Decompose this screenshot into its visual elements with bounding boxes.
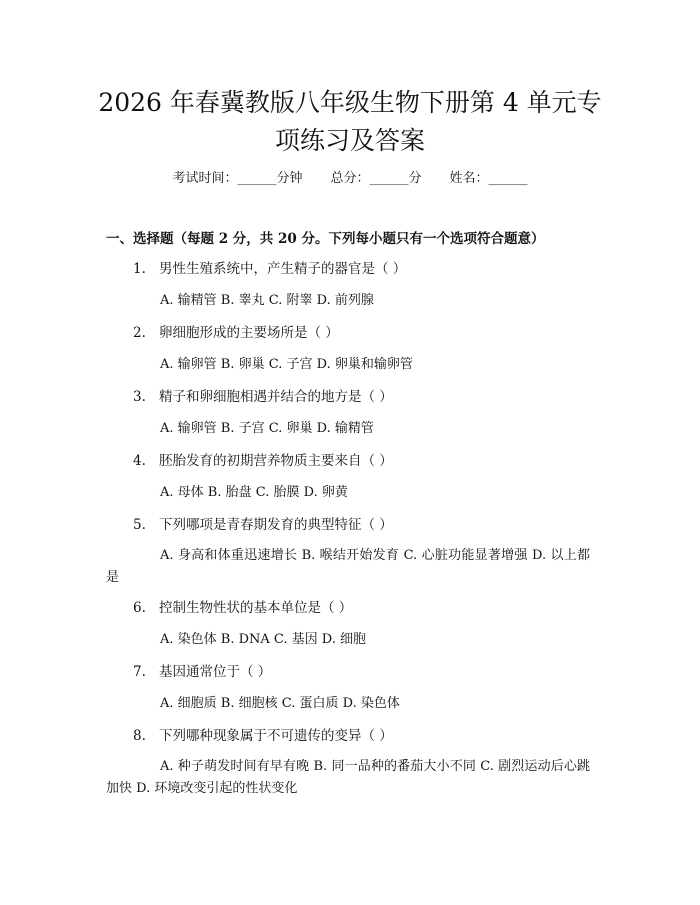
question-text: 精子和卵细胞相遇并结合的地方是（ ） bbox=[159, 389, 393, 405]
question-number: 7. bbox=[133, 664, 146, 680]
question-4 bbox=[133, 452, 393, 470]
question-2 bbox=[133, 324, 339, 342]
exam-meta bbox=[0, 170, 700, 188]
question-4-options: A. 母体 B. 胎盘 C. 胎膜 D. 卵黄 bbox=[160, 485, 348, 500]
exam-time-field: 考试时间：______分钟 bbox=[172, 171, 303, 186]
question-7 bbox=[133, 663, 271, 681]
question-8 bbox=[133, 727, 393, 745]
question-3-options: A. 输卵管 B. 子宫 C. 卵巢 D. 输精管 bbox=[160, 421, 374, 436]
question-5 bbox=[133, 516, 393, 534]
question-number: 5. bbox=[133, 517, 146, 533]
question-number: 1. bbox=[133, 261, 146, 277]
student-name-field: 姓名：______ bbox=[449, 171, 528, 186]
question-number: 6. bbox=[133, 600, 146, 616]
question-1-options: A. 输精管 B. 睾丸 C. 附睾 D. 前列腺 bbox=[160, 293, 374, 308]
question-text: 控制生物性状的基本单位是（ ） bbox=[159, 600, 353, 616]
page-title-line-2: 项练习及答案 bbox=[274, 126, 425, 155]
question-5-options: A. 身高和体重迅速增长 B. 喉结开始发育 C. 心脏功能显著增强 D. 以上都是 bbox=[106, 548, 590, 585]
page-title-line-1: 2026 年春冀教版八年级生物下册第 4 单元专 bbox=[98, 88, 602, 117]
question-number: 4. bbox=[133, 453, 146, 469]
question-6-options: A. 染色体 B. DNA C. 基因 D. 细胞 bbox=[160, 632, 367, 647]
question-6 bbox=[133, 599, 352, 617]
question-text: 卵细胞形成的主要场所是（ ） bbox=[159, 325, 339, 341]
question-number: 3. bbox=[133, 389, 146, 405]
question-number: 8. bbox=[133, 728, 146, 744]
question-8-options: A. 种子萌发时间有早有晚 B. 同一品种的番茄大小不同 C. 剧烈运动后心跳加快 D. 环境改变引起的性状变化 bbox=[106, 759, 590, 796]
question-text: 下列哪种现象属于不可遗传的变异（ ） bbox=[159, 728, 393, 744]
question-2-options: A. 输卵管 B. 卵巢 C. 子宫 D. 卵巢和输卵管 bbox=[160, 357, 413, 372]
section-header-multiple-choice: 一、选择题（每题 2 分，共 20 分。下列每小题只有一个选项符合题意） bbox=[106, 231, 545, 247]
question-text: 男性生殖系统中，产生精子的器官是（ ） bbox=[159, 261, 407, 277]
question-number: 2. bbox=[133, 325, 146, 341]
question-text: 胚胎发育的初期营养物质主要来自（ ） bbox=[159, 453, 393, 469]
question-3 bbox=[133, 388, 393, 406]
question-text: 下列哪项是青春期发育的典型特征（ ） bbox=[159, 517, 393, 533]
total-score-field: 总分：______分 bbox=[330, 171, 422, 186]
question-text: 基因通常位于（ ） bbox=[159, 664, 272, 680]
question-1 bbox=[133, 260, 406, 278]
question-7-options: A. 细胞质 B. 细胞核 C. 蛋白质 D. 染色体 bbox=[160, 696, 400, 711]
